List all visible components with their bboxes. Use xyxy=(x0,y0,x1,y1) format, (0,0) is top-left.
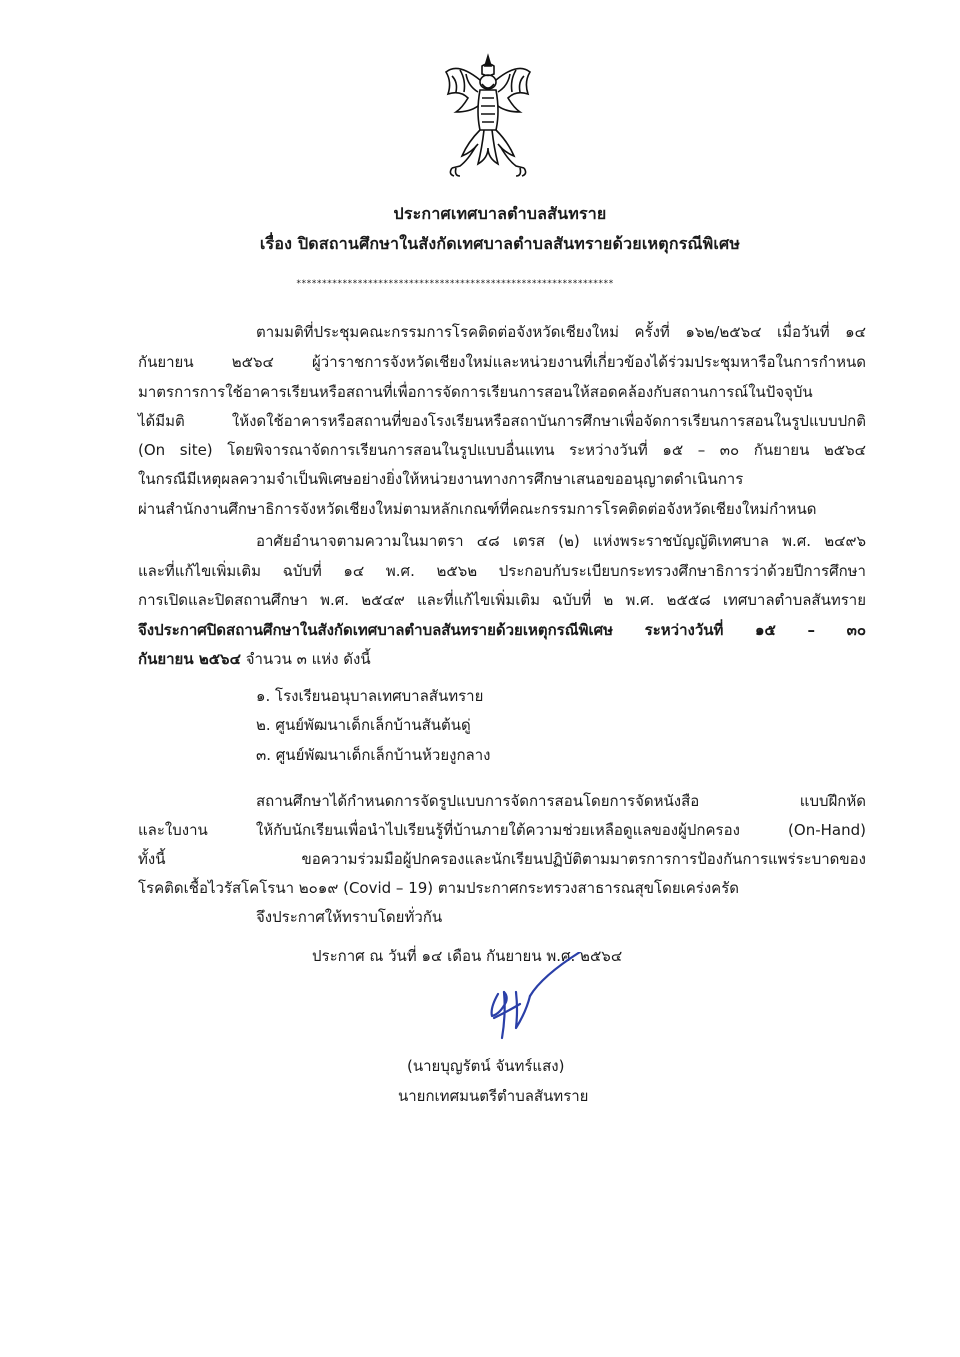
signer-name: (นายบุญรัตน์ จันทร์แสง) xyxy=(407,1057,565,1075)
list-item: ๑. โรงเรียนอนุบาลเทศบาลสันทราย xyxy=(256,687,484,705)
document-subject: เรื่อง ปิดสถานศึกษาในสังกัดเทศบาลตำบลสันทรายด้วยเหตุกรณีพิเศษ xyxy=(259,234,741,253)
para2-line-1: อาศัยอำนาจตามความในมาตรา ๔๘ เตรส (๒) แห่งพระราชบัญญัติเทศบาล พ.ศ. ๒๔๙๖ xyxy=(256,532,866,550)
para2-line-3: การเปิดและปิดสถานศึกษา พ.ศ. ๒๕๔๙ และที่แก้ไขเพิ่มเติม ฉบับที่ ๒ พ.ศ. ๒๕๕๘ เทศบาลตำบลสันทราย xyxy=(138,591,866,609)
para2-last-bold: กันยายน ๒๕๖๔ xyxy=(138,650,241,668)
para3-line-3: ทั้งนี้ ขอความร่วมมือผู้ปกครองและนักเรียนปฏิบัติตามมาตรการการป้องกันการแพร่ระบาดของ xyxy=(138,850,866,868)
para2-line-2: และที่แก้ไขเพิ่มเติม ฉบับที่ ๑๔ พ.ศ. ๒๕๖๒ ประกอบกับระเบียบกระทรวงศึกษาธิการว่าด้วยปีการศึกษา xyxy=(138,562,866,580)
garuda-emblem-icon xyxy=(438,52,538,182)
list-item: ๒. ศูนย์พัฒนาเด็กเล็กบ้านสันต้นดู่ xyxy=(256,716,471,734)
para2-bold-line: จึงประกาศปิดสถานศึกษาในสังกัดเทศบาลตำบลสันทรายด้วยเหตุกรณีพิเศษ ระหว่างวันที่ ๑๕ – ๓๐ xyxy=(138,621,866,639)
date-line: ประกาศ ณ วันที่ ๑๔ เดือน กันยายน พ.ศ. ๒๕๖๔ xyxy=(312,947,623,965)
separator-line: ************************************************************** xyxy=(296,279,614,289)
para3-line-2: และใบงาน ให้กับนักเรียนเพื่อนำไปเรียนรู้ที่บ้านภายใต้ความช่วยเหลือดูแลของผู้ปกครอง (On-Hand) xyxy=(138,821,866,839)
para1-line-6: ในกรณีมีเหตุผลความจำเป็นพิเศษอย่างยิ่งให้หน่วยงานทางการศึกษาเสนอขออนุญาตดำเนินการ xyxy=(138,470,744,488)
para3-line-4: โรคติดเชื้อไวรัสโคโรนา ๒๐๑๙ (Covid – 19) ตามประกาศกระทรวงสาธารณสุขโดยเคร่งครัด xyxy=(138,879,740,897)
closing-line: จึงประกาศให้ทราบโดยทั่วกัน xyxy=(256,908,443,926)
para1-line-3: มาตรการการใช้อาคารเรียนหรือสถานที่เพื่อการจัดการเรียนการสอนให้สอดคล้องกับสถานการณ์ในปัจจุบัน xyxy=(138,383,813,401)
signer-position: นายกเทศมนตรีตำบลสันทราย xyxy=(398,1087,589,1105)
para2-last-line xyxy=(138,649,371,669)
para3-line-1: สถานศึกษาได้กำหนดการจัดรูปแบบการจัดการสอนโดยการจัดหนังสือ แบบฝึกหัด xyxy=(256,792,866,810)
para1-line-5: (On site) โดยพิจารณาจัดการเรียนการสอนในรูปแบบอื่นแทน ระหว่างวันที่ ๑๕ – ๓๐ กันยายน ๒๕๖๔ xyxy=(138,441,866,459)
list-item: ๓. ศูนย์พัฒนาเด็กเล็กบ้านห้วยงูกลาง xyxy=(256,746,491,764)
para2-last-rest: จำนวน ๓ แห่ง ดังนี้ xyxy=(240,650,371,668)
handwritten-signature-icon xyxy=(476,952,596,1052)
para1-line-4: ได้มีมติ ให้งดใช้อาคารหรือสถานที่ของโรงเรียนหรือสถาบันการศึกษาเพื่อจัดการเรียนการสอนในรูปแบบปกติ xyxy=(138,412,866,430)
para1-line-2: กันยายน ๒๕๖๔ ผู้ว่าราชการจังหวัดเชียงใหม่และหน่วยงานที่เกี่ยวข้องได้ร่วมประชุมหารือในการกำหนด xyxy=(138,353,866,371)
document-title: ประกาศเทศบาลตำบลสันทราย xyxy=(393,204,607,223)
para1-line-1: ตามมติที่ประชุมคณะกรรมการโรคติดต่อจังหวัดเชียงใหม่ ครั้งที่ ๑๖๒/๒๕๖๔ เมื่อวันที่ ๑๔ xyxy=(256,323,866,341)
para1-line-7: ผ่านสำนักงานศึกษาธิการจังหวัดเชียงใหม่ตามหลักเกณฑ์ที่คณะกรรมการโรคติดต่อจังหวัดเชียงใหม่กำหนด xyxy=(138,500,817,518)
